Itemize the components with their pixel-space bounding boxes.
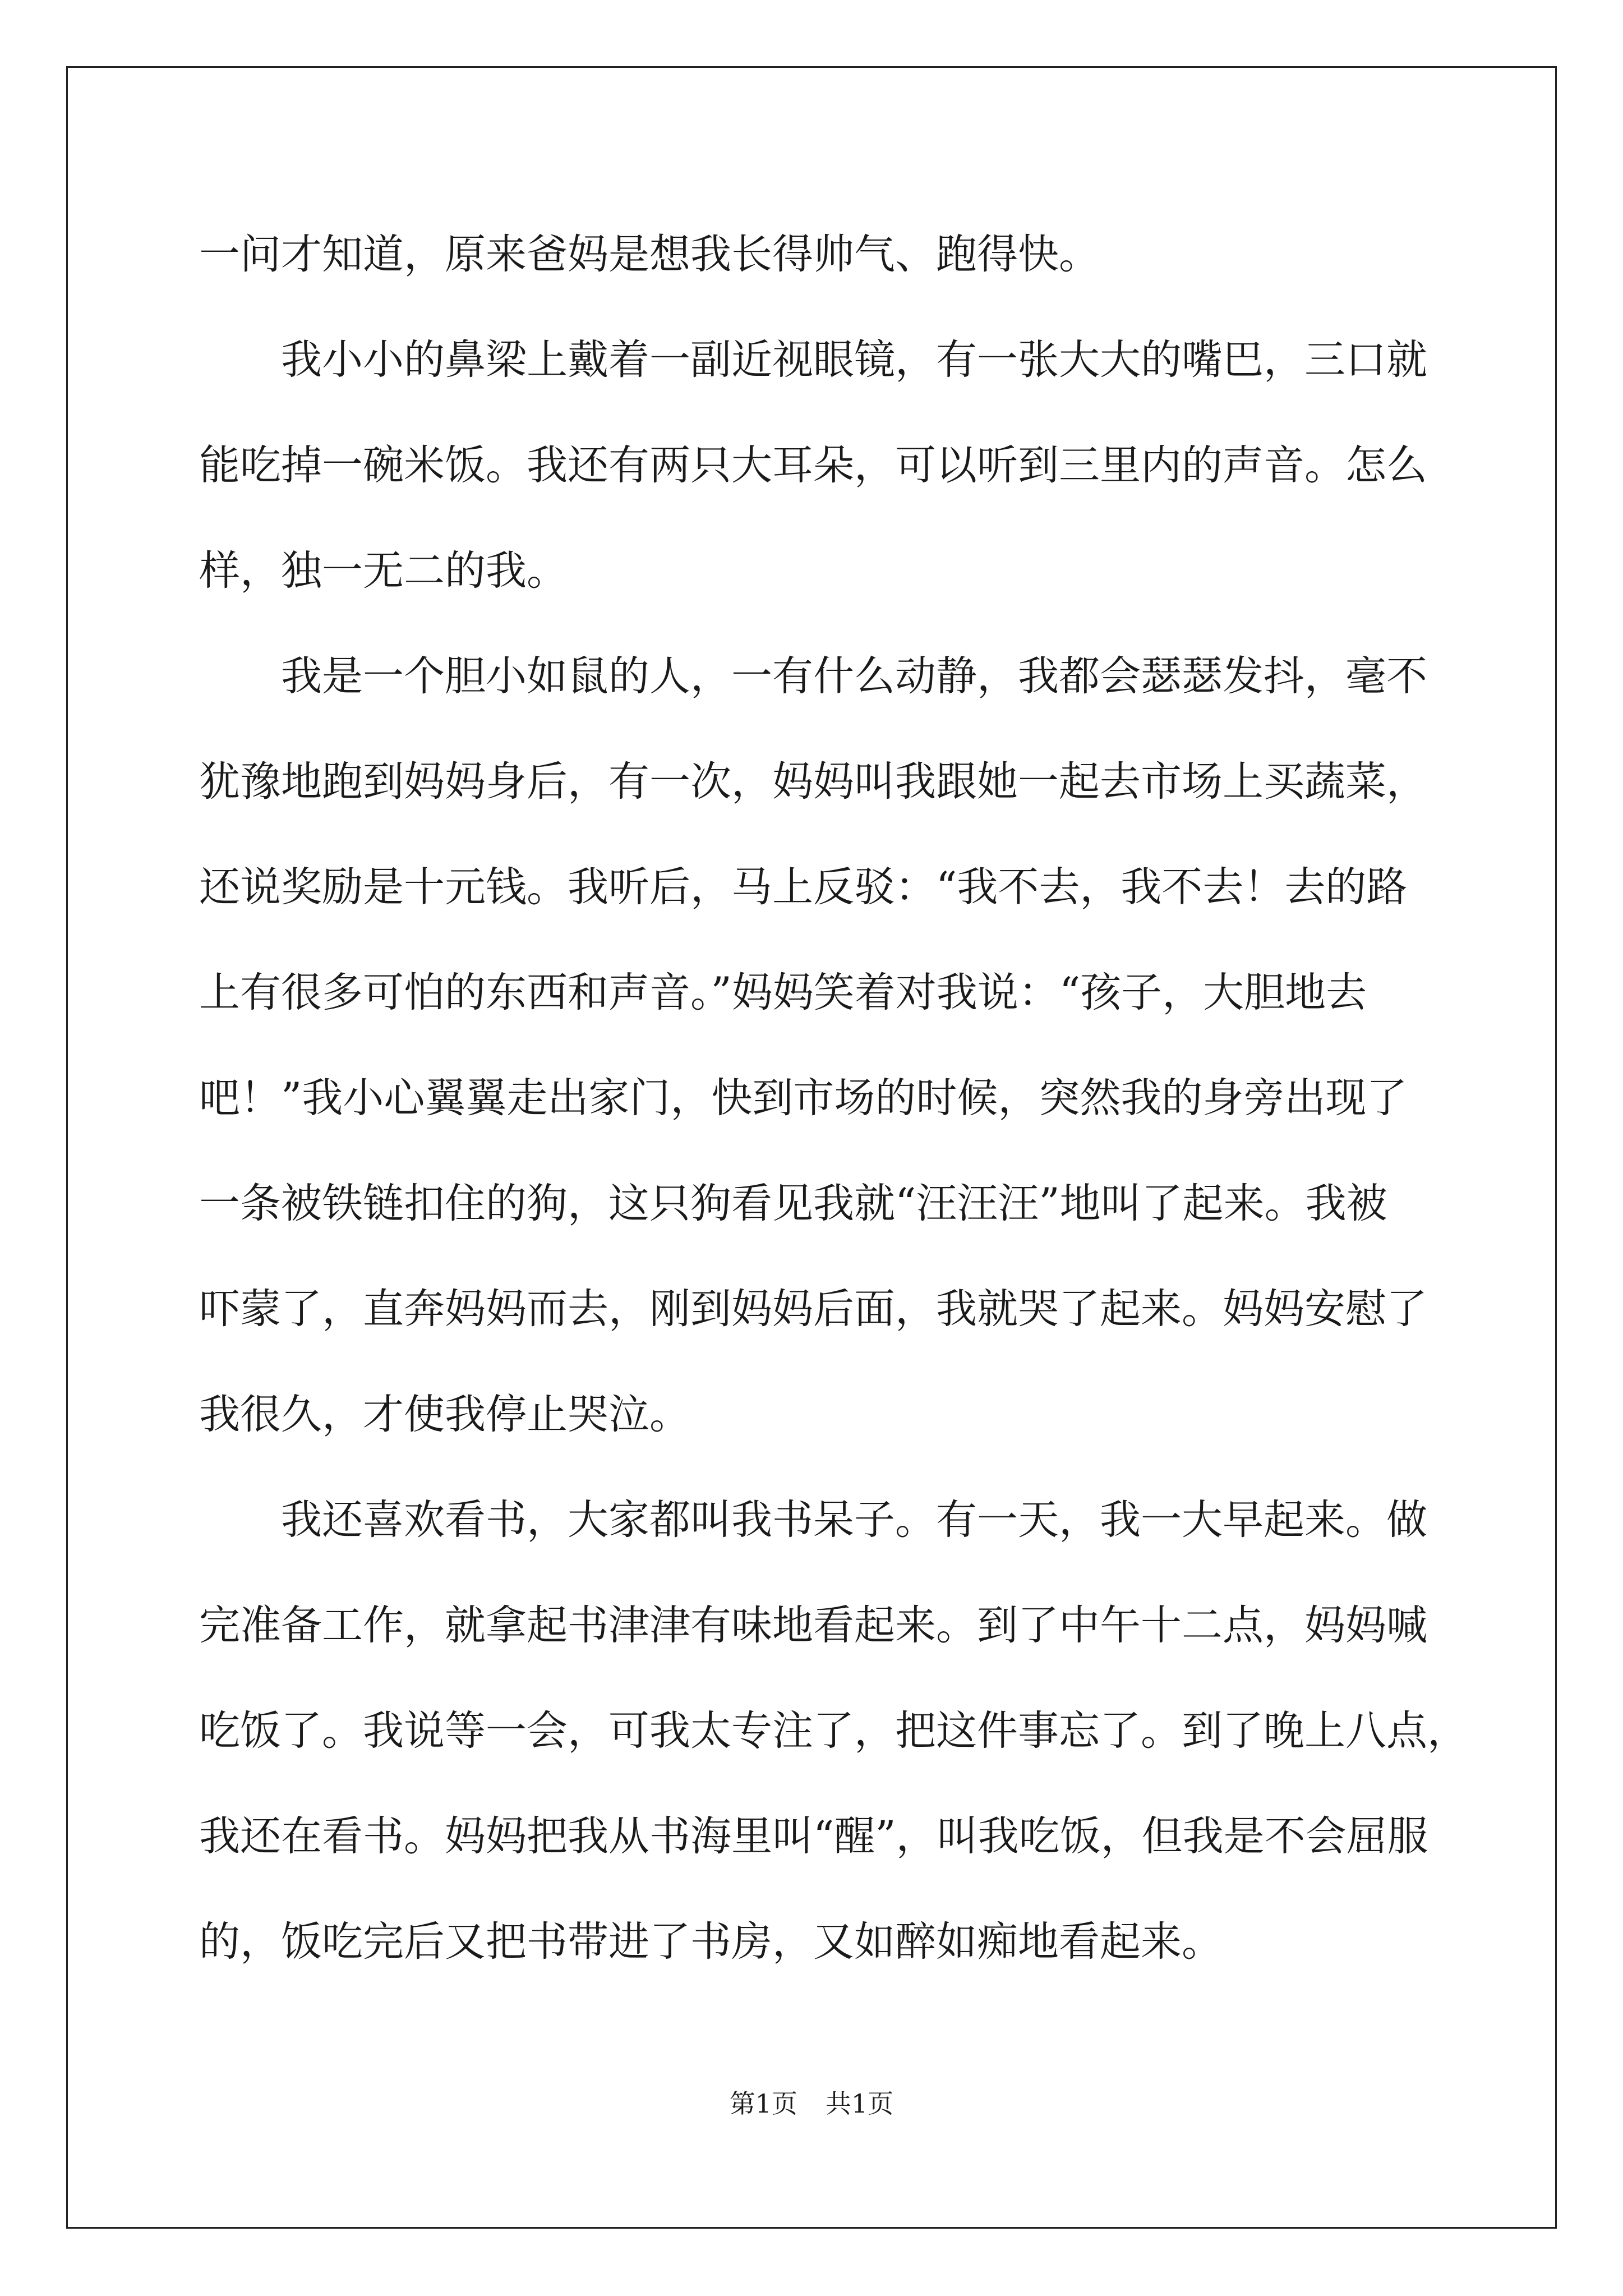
text-line-9: 吧！”我小心翼翼走出家门，快到市场的时候，突然我的身旁出现了 <box>199 1074 1408 1122</box>
text-line-15: 吃饭了。我说等一会，可我太专注了，把这件事忘了。到了晚上八点， <box>199 1707 1468 1755</box>
text-line-2: 我小小的鼻梁上戴着一副近视眼镜，有一张大大的嘴巴，三口就 <box>281 336 1427 384</box>
document-body <box>199 202 1468 1995</box>
text-line-8: 上有很多可怕的东西和声音。”妈妈笑着对我说：“孩子，大胆地去 <box>199 969 1367 1016</box>
text-line-4: 样，独一无二的我。 <box>199 547 568 595</box>
text-line-14: 完准备工作，就拿起书津津有味地看起来。到了中午十二点，妈妈喊 <box>199 1602 1427 1649</box>
page-footer <box>0 2087 1623 2120</box>
page-total: 共1页 <box>826 2088 894 2119</box>
text-line-13: 我还喜欢看书，大家都叫我书呆子。有一天，我一大早起来。做 <box>281 1496 1427 1544</box>
text-line-11: 吓蒙了，直奔妈妈而去，刚到妈妈后面，我就哭了起来。妈妈安慰了 <box>199 1285 1427 1333</box>
text-line-6: 犹豫地跑到妈妈身后，有一次，妈妈叫我跟她一起去市场上买蔬菜， <box>199 758 1427 806</box>
text-line-12: 我很久，才使我停止哭泣。 <box>199 1391 690 1438</box>
text-line-10: 一条被铁链扣住的狗，这只狗看见我就“汪汪汪”地叫了起来。我被 <box>199 1180 1387 1227</box>
text-line-3: 能吃掉一碗米饭。我还有两只大耳朵，可以听到三里内的声音。怎么 <box>199 441 1427 489</box>
page-number: 第1页 <box>729 2088 797 2119</box>
text-line-16: 我还在看书。妈妈把我从书海里叫“醒”，叫我吃饭，但我是不会屈服 <box>199 1812 1428 1860</box>
text-line-5: 我是一个胆小如鼠的人，一有什么动静，我都会瑟瑟发抖，毫不 <box>281 652 1427 700</box>
text-line-1: 一问才知道，原来爸妈是想我长得帅气、跑得快。 <box>199 231 1100 278</box>
text-line-17: 的，饭吃完后又把书带进了书房，又如醉如痴地看起来。 <box>199 1918 1223 1966</box>
text-line-7: 还说奖励是十元钱。我听后，马上反驳：“我不去，我不去！去的路 <box>199 863 1408 911</box>
